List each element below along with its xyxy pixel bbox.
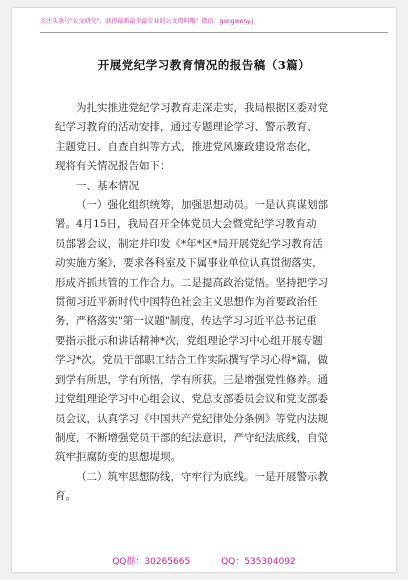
paragraph-1-line-10: 到学有所思，学有所悟，学有所获。三是增强党性修养。通 [55,373,328,386]
header-divider [40,32,388,33]
paragraph-2-line-1: （二）筑牢思想防线，守牢行为底线。一是开展警示教 [76,470,328,483]
paragraph-1-line-4: 动实施方案》，要求各科室及下属事业单位认真贯彻落实， [55,257,323,270]
promo-banner: 关注头条号"公文研究"，获得最新最全最专业的公文资料哦！微信：gongweny.j [40,18,254,25]
paragraph-intro-line-1: 为扎实推进党纪学习教育走深走实，我局根据区委对党 [76,102,328,114]
paragraph-intro-line-2: 纪学习教育的活动安排，通过专题理论学习、警示教育、 [55,121,318,134]
paragraph-1-line-14: 筑牢拒腐防变的思想堤坝。 [55,451,181,464]
document-body [55,99,367,507]
paragraph-1-line-3: 员部署会议，制定并印发《*年*区*局开展党纪学习教育活 [55,237,323,250]
paragraph-1-line-12: 员会议，认真学习《中国共产党纪律处分条例》等党内法规 [55,412,328,425]
paragraph-1-line-8: 要指示批示和讲话精神*次，党组理论学习中心组开展专题 [55,334,323,347]
paragraph-intro-line-3: 主题党日、自查自纠等方式，推进党风廉政建设常态化， [55,140,318,153]
qq-group-label: QQ群：30265665 [112,557,191,567]
paragraph-2-line-2: 育。 [55,490,76,503]
document-page [12,8,396,572]
paragraph-1-line-11: 过党组理论学习中心组会议、党总支部委员会议和党支部委 [55,393,328,406]
paragraph-1-line-2: 署。4月15日，我局召开全体党员大会暨党纪学习教育动 [55,218,317,231]
paragraph-1-line-1: （一）强化组织统筹，加强思想动员。一是认真谋划部 [76,199,328,212]
paragraph-1-line-13: 制度，不断增强党员干部的纪法意识，严守纪法底线，自觉 [55,431,328,444]
section-heading-basic: 一、基本情况 [76,179,139,192]
paragraph-intro-line-4: 现将有关情况报告如下： [55,160,171,173]
paragraph-1-line-6: 贯彻习近平新时代中国特色社会主义思想作为首要政治任 [55,296,318,309]
contact-footer [12,554,396,567]
paragraph-1-line-9: 学习*次。党员干部职工结合工作实际撰写学习心得*篇，做 [55,354,328,367]
paragraph-1-line-7: 务，严格落实"第一议题"制度，传达学习习近平总书记重 [55,315,317,328]
paragraph-1-line-5: 形成齐抓共管的工作合力。二是提高政治觉悟。坚持把学习 [55,276,328,289]
document-title: 开展党纪学习教育情况的报告稿（3篇） [97,58,311,72]
qq-label: QQ：535304092 [221,557,296,567]
